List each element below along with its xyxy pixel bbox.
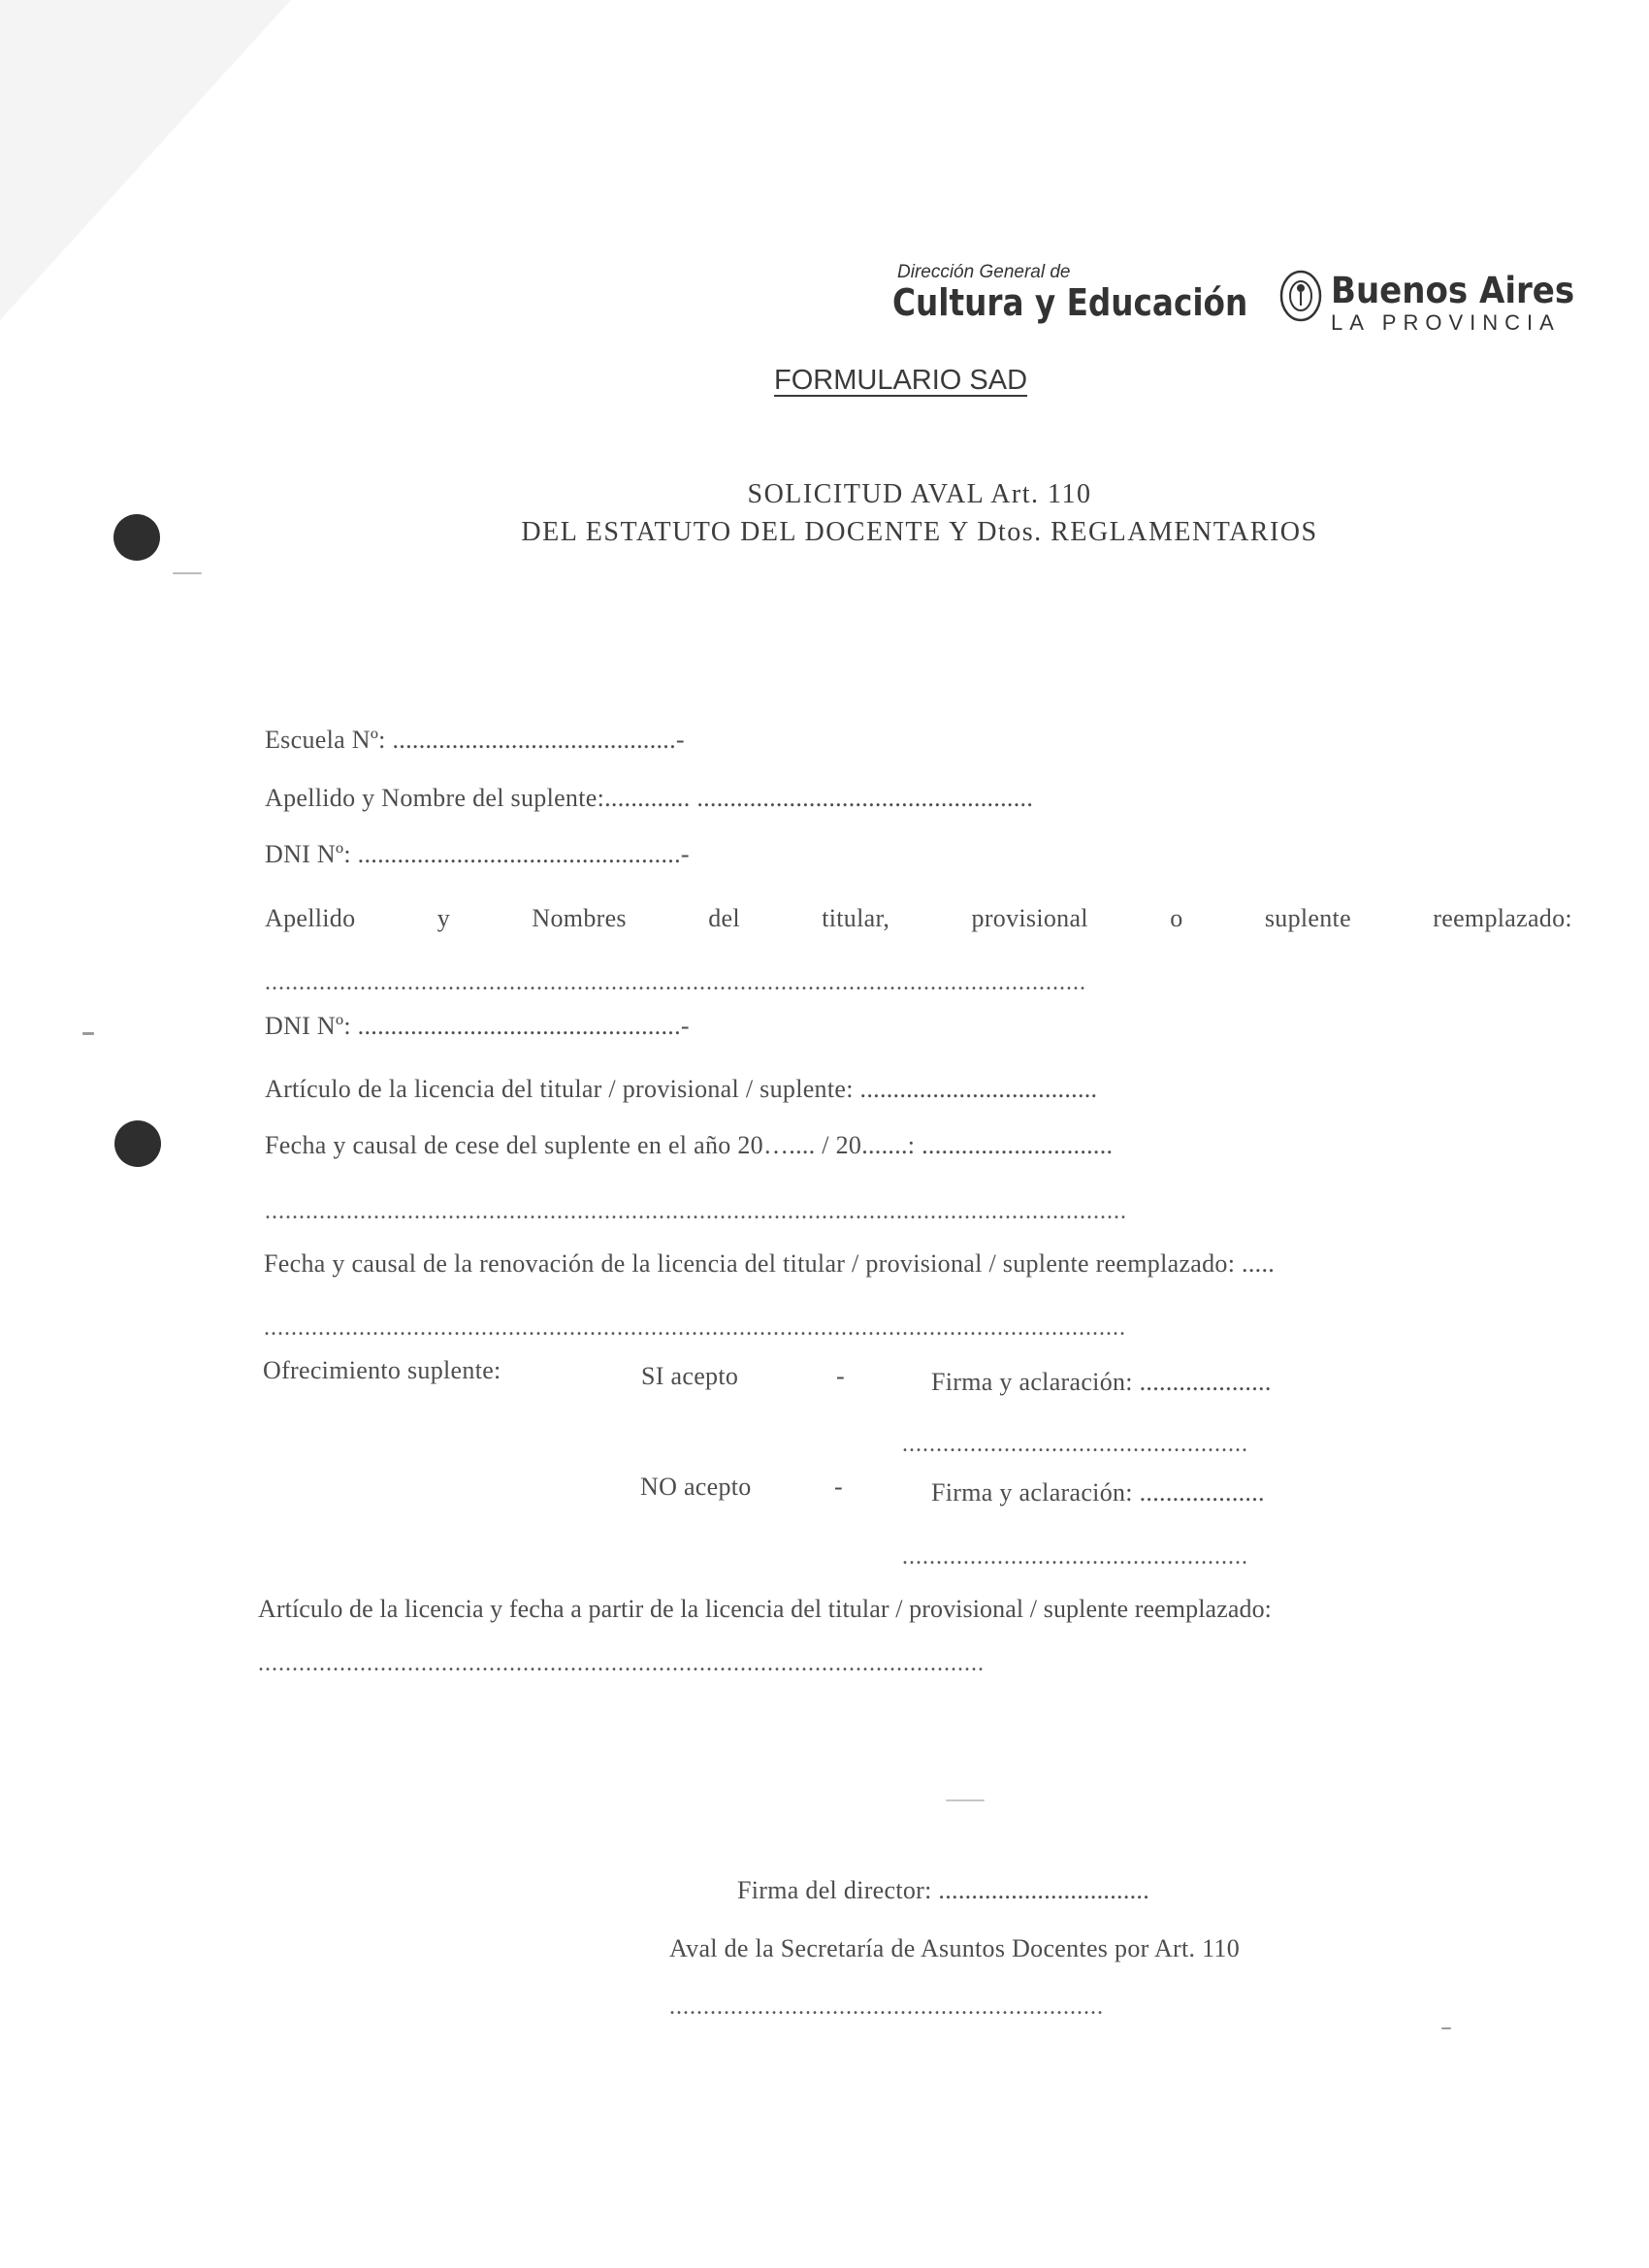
- argentina-seal-icon: [1277, 267, 1325, 325]
- field-escuela: Escuela Nº: ...........................................-: [265, 726, 685, 754]
- titular-word: Apellido: [265, 904, 356, 932]
- field-fecha-cese: Fecha y causal de cese del suplente en el año 20….... / 20.......: .............................: [265, 1131, 1114, 1159]
- province-sub: LA PROVINCIA: [1331, 310, 1561, 335]
- field-articulo-licencia: Artículo de la licencia del titular / provisional / suplente: ....................................: [265, 1075, 1098, 1103]
- titular-word: suplente: [1264, 904, 1351, 932]
- firma-aclaracion-no: Firma y aclaración: ...................: [931, 1478, 1265, 1507]
- org-line1: Dirección General de: [897, 262, 1071, 282]
- form-title: FORMULARIO SAD: [774, 365, 1028, 396]
- si-acepto-option: SI acepto: [641, 1362, 739, 1390]
- titular-word: del: [708, 904, 740, 932]
- aval-secretaria: Aval de la Secretaría de Asuntos Docentes por Art. 110: [669, 1934, 1241, 1962]
- aval-secretaria-dots: ................................................................: [669, 1994, 1104, 2020]
- firma-director: Firma del director: ................................: [737, 1876, 1150, 1904]
- province-name: Buenos Aires: [1331, 270, 1575, 311]
- field-articulo-fecha: Artículo de la licencia y fecha a partir de la licencia del titular / provisional / suplente reemplazado:: [258, 1595, 1273, 1623]
- org-line2: Cultura y Educación: [892, 281, 1248, 324]
- firma-aclaracion-no-dots: ...................................................: [902, 1544, 1248, 1570]
- titular-word: Nombres: [532, 904, 627, 932]
- field-fecha-renovacion: Fecha y causal de la renovación de la licencia del titular / provisional / suplente reemplazado: .....: [264, 1249, 1276, 1278]
- field-titular: [265, 904, 1572, 933]
- field-fecha-cese-dots: ...............................................................................................................................: [265, 1199, 1127, 1224]
- heading-line2: DEL ESTATUTO DEL DOCENTE Y Dtos. REGLAMENTARIOS: [521, 517, 1318, 547]
- field-dni-2: DNI Nº: .................................................-: [265, 1012, 690, 1040]
- si-acepto-dash: -: [836, 1362, 845, 1390]
- scan-speck: [173, 572, 202, 574]
- scan-speck: [82, 1032, 94, 1035]
- no-acepto-dash: -: [834, 1473, 843, 1501]
- field-suplente-nombre: Apellido y Nombre del suplente:............. ...................................................: [265, 784, 1034, 812]
- heading-line1: SOLICITUD AVAL Art. 110: [747, 479, 1092, 509]
- firma-aclaracion-si-dots: ...................................................: [902, 1432, 1248, 1457]
- firma-aclaracion-si: Firma y aclaración: ....................: [931, 1368, 1272, 1396]
- scan-speck: [1441, 2027, 1451, 2029]
- titular-word: provisional: [971, 904, 1088, 932]
- field-dni-1: DNI Nº: .................................................-: [265, 840, 690, 868]
- no-acepto-option: NO acepto: [640, 1473, 752, 1501]
- titular-word: o: [1170, 904, 1183, 932]
- field-articulo-fecha-dots: ...........................................................................................................: [258, 1651, 985, 1676]
- titular-word: reemplazado:: [1433, 904, 1572, 932]
- field-fecha-renovacion-dots: ...............................................................................................................................: [264, 1315, 1126, 1341]
- ofrecimiento-label: Ofrecimiento suplente:: [263, 1356, 501, 1384]
- field-titular-dots: .........................................................................................................................: [265, 970, 1086, 995]
- punch-hole-bottom: [114, 1120, 161, 1167]
- titular-word: y: [436, 904, 451, 932]
- scan-speck: [946, 1799, 985, 1801]
- folded-corner: [0, 0, 291, 320]
- titular-word: titular,: [822, 904, 890, 932]
